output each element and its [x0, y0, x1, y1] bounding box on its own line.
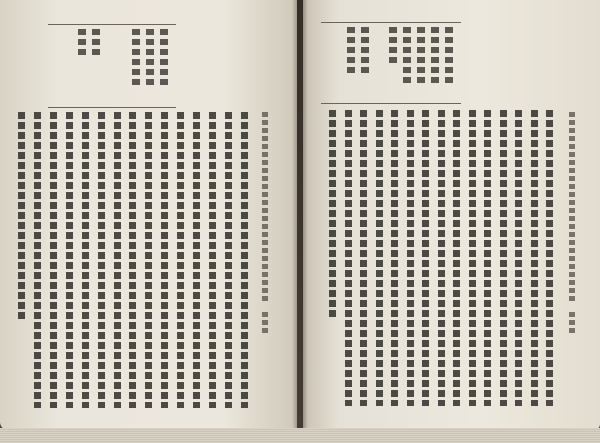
- text-column: [438, 110, 445, 406]
- text-column: [391, 110, 398, 406]
- right-header-note-box: [321, 22, 461, 104]
- right-page: [303, 0, 600, 430]
- note-column: [431, 27, 439, 85]
- text-column: [193, 112, 200, 408]
- text-column: [241, 112, 248, 408]
- text-column: [531, 110, 538, 406]
- right-running-head: [569, 112, 575, 302]
- page-edges: [0, 428, 600, 443]
- right-page-number-text: [569, 312, 570, 313]
- left-body: [18, 112, 19, 113]
- right-body: [329, 110, 330, 111]
- note-column: [445, 27, 453, 85]
- note-column: [78, 29, 86, 59]
- right-header-note: [321, 23, 322, 24]
- text-column: [422, 110, 429, 406]
- left-running-head: [262, 112, 268, 302]
- note-column: [132, 29, 140, 87]
- left-page-number: [262, 312, 268, 334]
- text-column: [18, 112, 25, 319]
- note-column: [403, 27, 411, 85]
- text-column: [34, 112, 41, 408]
- text-column: [453, 110, 460, 406]
- note-column: [417, 27, 425, 85]
- text-column: [500, 110, 507, 406]
- right-body-text: [329, 110, 553, 406]
- text-column: [515, 110, 522, 406]
- text-column: [225, 112, 232, 408]
- text-column: [469, 110, 476, 406]
- text-column: [360, 110, 367, 406]
- text-column: [376, 110, 383, 406]
- text-column: [50, 112, 57, 408]
- right-page-number: [569, 312, 575, 334]
- text-column: [82, 112, 89, 408]
- text-column: [546, 110, 553, 406]
- text-column: [345, 110, 352, 406]
- text-column: [177, 112, 184, 408]
- note-column: [146, 29, 154, 87]
- left-header-note-box: [48, 24, 176, 108]
- note-column: [92, 29, 100, 59]
- text-column: [129, 112, 136, 408]
- text-column: [98, 112, 105, 408]
- book-gutter: [292, 0, 308, 432]
- text-column: [161, 112, 168, 408]
- text-column: [329, 110, 336, 317]
- right-running-head-text: [569, 112, 570, 113]
- left-header-note: [48, 25, 49, 26]
- text-column: [407, 110, 414, 406]
- note-column: [361, 27, 369, 73]
- left-page: [0, 0, 297, 430]
- text-column: [114, 112, 121, 408]
- note-column: [160, 29, 168, 87]
- text-column: [484, 110, 491, 406]
- left-page-number-text: [262, 312, 263, 313]
- left-body-text: [18, 112, 248, 408]
- text-column: [209, 112, 216, 408]
- text-column: [145, 112, 152, 408]
- left-running-head-text: [262, 112, 263, 113]
- note-column: [389, 27, 397, 67]
- text-column: [66, 112, 73, 408]
- note-column: [347, 27, 355, 73]
